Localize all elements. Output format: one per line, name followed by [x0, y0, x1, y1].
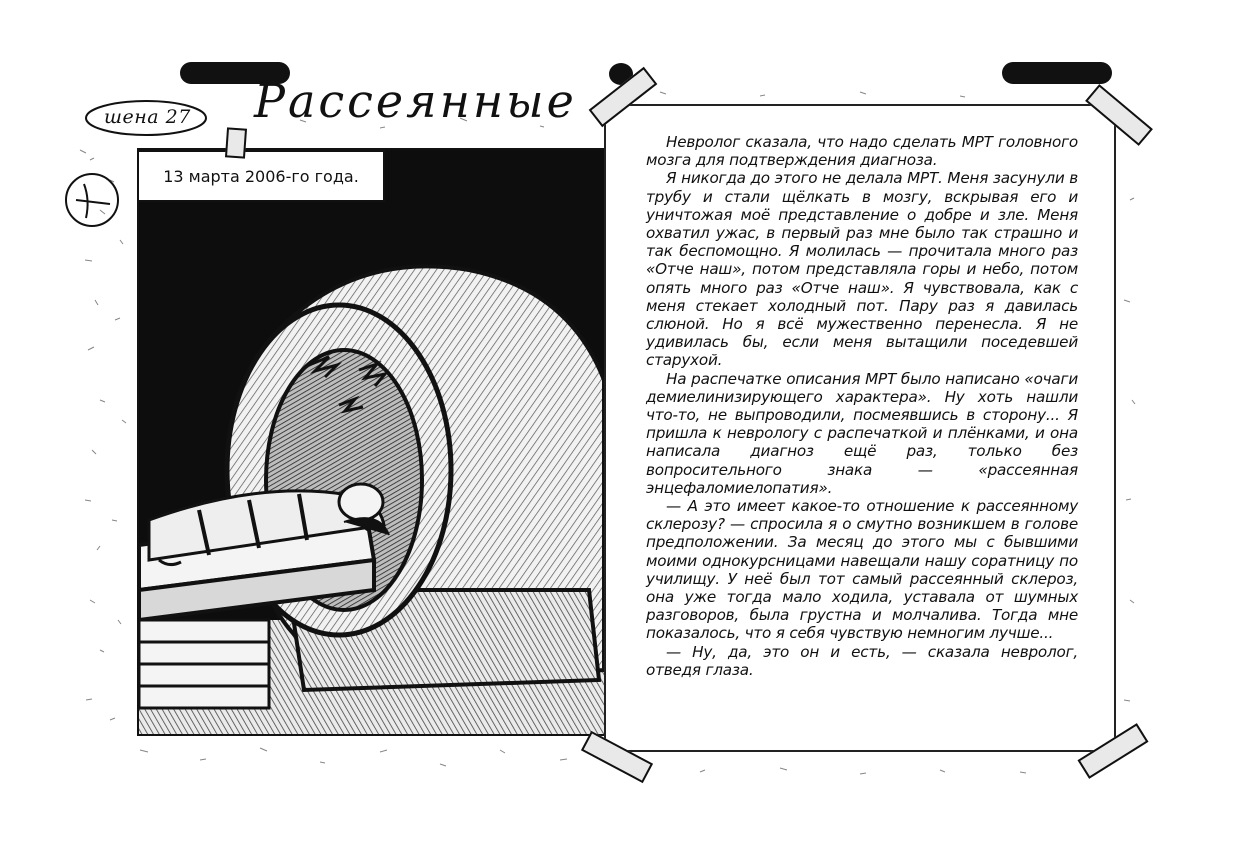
story-paragraph: Невролог сказала, что надо сделать МРТ головного мозга для подтверждения диагноза. [646, 133, 1078, 170]
story-text [646, 133, 1078, 679]
story-paragraph: Я никогда до этого не делала МРТ. Меня засунули в трубу и стали щёлкать в мозгу, вскрывая его и уничтожая моё представление о добре и зле. Меня охватил ужас, в первый раз мне было так страшно и так беспомощно. Я молилась — прочитала много раз «Отче наш», потом представляла горы и небо, потом опять много раз «Отче наш». Я чувствовала, как с меня стекает холодный пот. Пару раз я давилась слюной. Но я всё мужественно перенесла. Я не удивилась бы, если меня вытащили поседевшей старухой. [646, 169, 1078, 370]
story-paragraph: — Ну, да, это он и есть, — сказала невролог, отведя глаза. [646, 642, 1078, 679]
scribble-circle-icon [62, 170, 122, 230]
mri-illustration-panel [137, 148, 609, 736]
top-right-tab [1002, 62, 1112, 84]
mri-scanner-drawing [139, 150, 607, 734]
date-caption: 13 марта 2006-го года. [137, 150, 385, 202]
tape-title [225, 127, 247, 158]
scene-label [84, 98, 214, 138]
scene-label-text: шена 27 [104, 106, 191, 128]
story-paragraph: — А это имеет какое-то отношение к рассеянному склерозу? — спросила я о смутно возникшем в голове предположении. За месяц до этого мы с бывшими моими однокурсницами навещали нашу соратницу по училищу. У неё был тот самый рассеянный склероз, она уже тогда мало ходила, уставала от шумных разговоров, была грустна и молчалива. Тогда мне показалось, что я себя чувствую немногим лучше... [646, 497, 1078, 643]
page-title: Рассеянные [254, 74, 577, 128]
story-paragraph: На распечатке описания МРТ было написано «очаги демиелинизирующего характера». Ну хоть нашли что-то, не выпроводили, посмеявшись в сторону... Я пришла к неврологу с распечаткой и плёнками, и она написала диагноз ещё раз, только без вопросительного знака — «рассеянная энцефаломиелопатия». [646, 369, 1078, 497]
